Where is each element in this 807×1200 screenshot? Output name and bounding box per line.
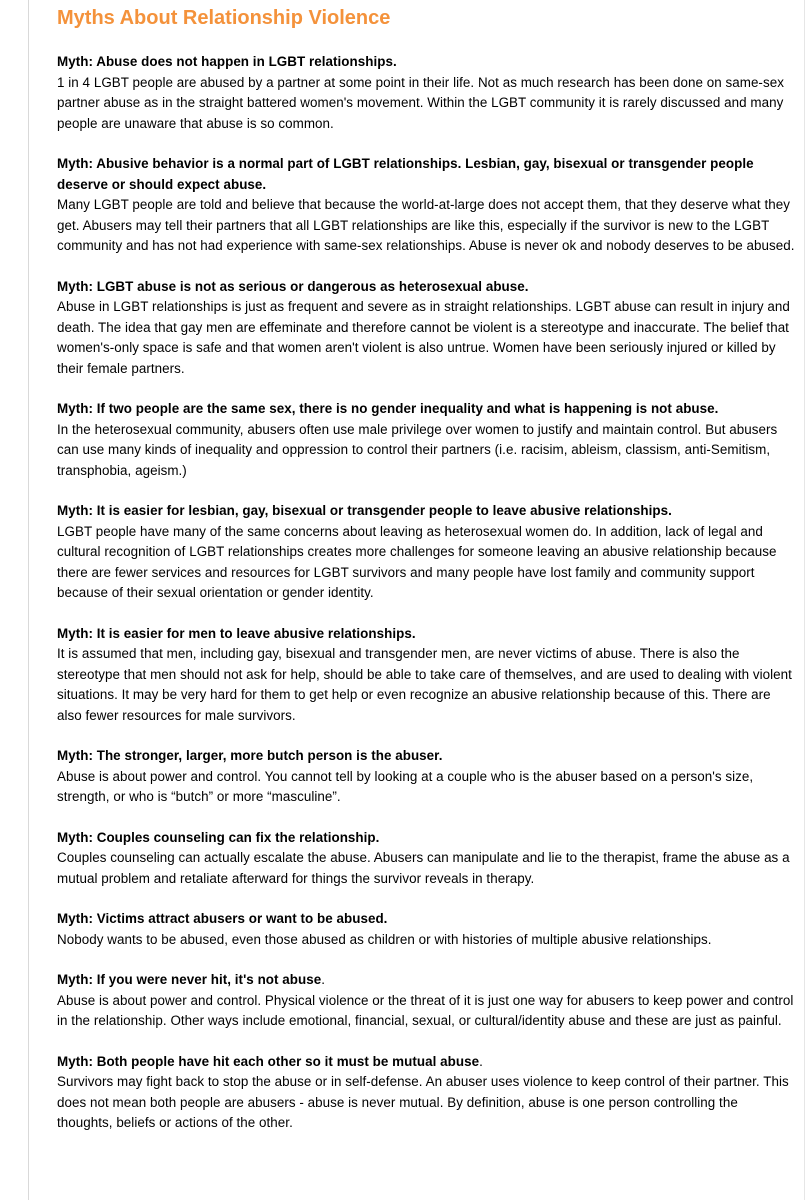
myth-heading <box>57 828 797 849</box>
myth-item <box>57 624 797 727</box>
myth-heading-trail: . <box>479 1053 483 1069</box>
left-border-line <box>28 0 29 1200</box>
myth-list <box>57 52 797 1134</box>
myth-body: It is assumed that men, including gay, bisexual and transgender men, are never victims of abuse. There is also the stereotype that men should not ask for help, should be able to take care of themselves, and are used to dealing with violent situations. It may be very hard for them to get help or even recognize an abusive relationship because of this. There are also fewer resources for male survivors. <box>57 646 792 723</box>
myth-item <box>57 501 797 604</box>
myth-item <box>57 828 797 890</box>
myth-heading-text: Myth: Victims attract abusers or want to be abused. <box>57 911 388 926</box>
myth-heading-text: Myth: Abuse does not happen in LGBT relationships. <box>57 54 397 69</box>
myth-body: LGBT people have many of the same concerns about leaving as heterosexual women do. In addition, lack of legal and cultural recognition of LGBT relationships creates more challenges for someone leaving an abusive relationship because there are fewer services and resources for LGBT survivors and many people have lost family and community support because of their sexual orientation or gender identity. <box>57 523 777 600</box>
myth-item <box>57 1052 797 1134</box>
myth-body: 1 in 4 LGBT people are abused by a partner at some point in their life. Not as much research has been done on same-sex partner abuse as in the straight battered women's movement. Within the LGBT community it is rarely discussed and many people are unaware that abuse is so common. <box>57 74 784 131</box>
myth-heading-text: Myth: It is easier for men to leave abusive relationships. <box>57 625 416 641</box>
myth-heading <box>57 746 797 767</box>
myth-item <box>57 970 797 1032</box>
myth-heading <box>57 277 797 298</box>
page-title: Myths About Relationship Violence <box>57 7 391 29</box>
myth-heading-text: Myth: Both people have hit each other so it must be mutual abuse <box>57 1053 480 1069</box>
myth-heading <box>57 52 797 73</box>
myth-heading-text: Myth: Couples counseling can fix the relationship. <box>57 829 380 845</box>
right-border-line <box>804 0 805 1200</box>
myth-heading-text: Myth: If two people are the same sex, there is no gender inequality and what is happening is not abuse. <box>57 401 719 416</box>
myth-body: Abuse in LGBT relationships is just as frequent and severe as in straight relationships. LGBT abuse can result in injury and death. The idea that gay men are effeminate and therefore cannot be violent is a stereotype and inaccurate. The belief that women's-only space is safe and that women aren't violent is also untrue. Women have been seriously injured or killed by their female partners. <box>57 299 790 376</box>
myth-body: In the heterosexual community, abusers often use male privilege over women to justify and maintain control. But abusers can use many kinds of inequality and oppression to control their partners (i.e. racisim, ableism, classism, anti-Semitism, transphobia, ageism.) <box>57 421 778 478</box>
myth-item <box>57 399 797 481</box>
myth-body: Abuse is about power and control. Physical violence or the threat of it is just one way for abusers to keep power and control in the relationship. Other ways include emotional, financial, sexual, or cultural/identity abuse and these are just as painful. <box>57 992 794 1028</box>
myth-item <box>57 746 797 808</box>
myth-body: Couples counseling can actually escalate the abuse. Abusers can manipulate and lie to the therapist, frame the abuse as a mutual problem and retaliate afterward for things the survivor reveals in therapy. <box>57 850 790 886</box>
myth-heading <box>57 1052 797 1073</box>
myth-heading-text: Myth: Abusive behavior is a normal part of LGBT relationships. Lesbian, gay, bisexual or transgender people deserve or should expect abuse. <box>57 156 754 192</box>
myth-heading-text: Myth: The stronger, larger, more butch person is the abuser. <box>57 748 443 763</box>
myth-heading <box>57 909 797 930</box>
myth-heading <box>57 154 797 195</box>
myth-heading-trail: . <box>321 972 326 987</box>
myth-item <box>57 52 797 134</box>
myth-heading-text: Myth: If you were never hit, it's not abuse <box>57 972 322 987</box>
myth-item <box>57 909 797 950</box>
myth-item <box>57 154 797 257</box>
myth-heading-text: Myth: It is easier for lesbian, gay, bisexual or transgender people to leave abusive relationships. <box>57 503 672 518</box>
myth-heading <box>57 501 797 522</box>
myth-heading <box>57 970 797 991</box>
myth-heading <box>57 399 797 420</box>
myth-body: Abuse is about power and control. You cannot tell by looking at a couple who is the abuser based on a person's size, strength, or who is “butch” or more “masculine”. <box>57 768 754 804</box>
myth-item <box>57 277 797 380</box>
myth-heading-text: Myth: LGBT abuse is not as serious or dangerous as heterosexual abuse. <box>57 278 529 294</box>
myth-body: Many LGBT people are told and believe that because the world-at-large does not accept them, that they deserve what they get. Abusers may tell their partners that all LGBT relationships are like this, especially if the survivor is new to the LGBT community and has not had experience with same-sex relationships. Abuse is never ok and nobody deserves to be abused. <box>57 197 795 253</box>
article-content <box>57 4 797 1154</box>
myth-body: Survivors may fight back to stop the abuse or in self-defense. An abuser uses violence to keep control of their partner. This does not mean both people are abusers - abuse is never mutual. By definition, abuse is one person controlling the thoughts, beliefs or actions of the other. <box>57 1074 789 1130</box>
myth-heading <box>57 624 797 645</box>
myth-body: Nobody wants to be abused, even those abused as children or with histories of multiple abusive relationships. <box>57 931 712 947</box>
